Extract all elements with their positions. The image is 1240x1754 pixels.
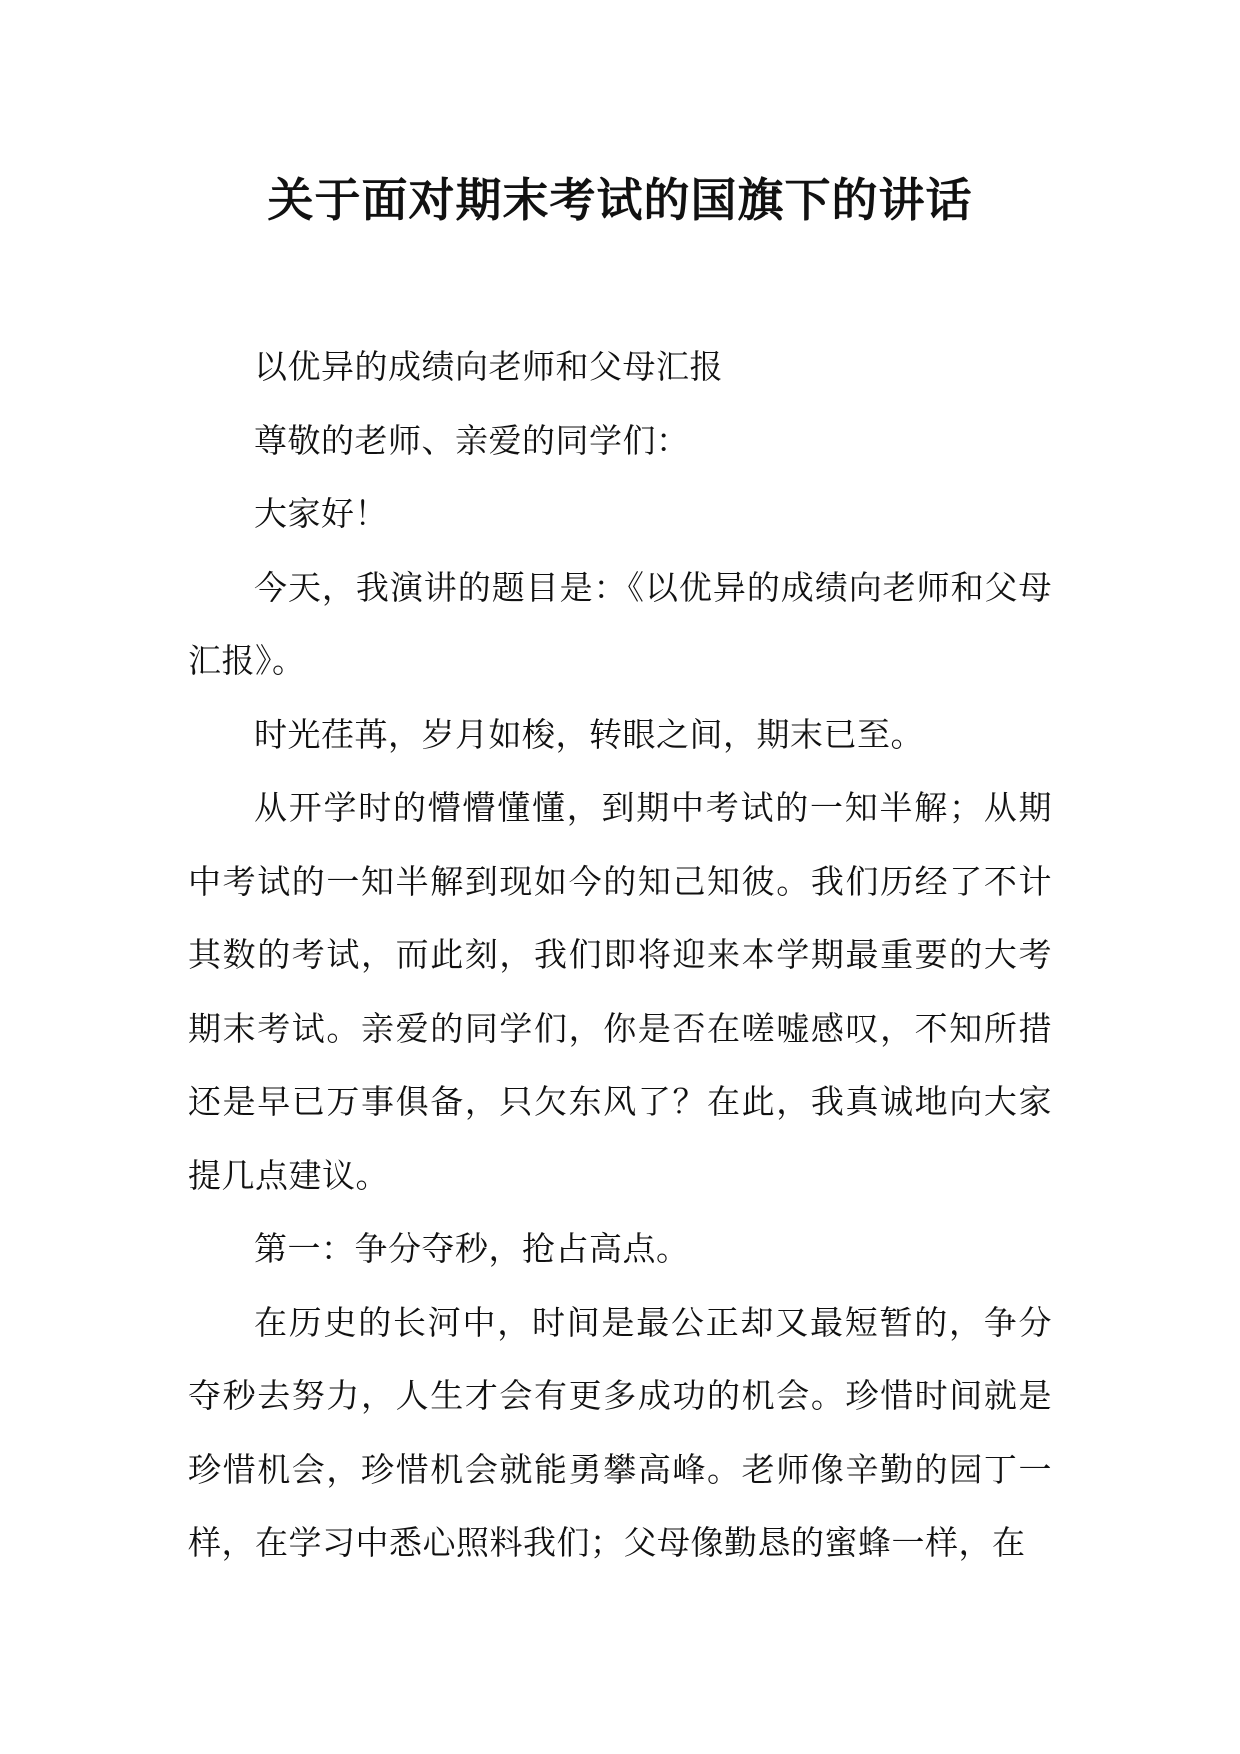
paragraph-topic: 今天，我演讲的题目是：《以优异的成绩向老师和父母汇报》。 [188, 567, 1052, 680]
paragraph-review: 从开学时的懵懵懂懂，到期中考试的一知半解；从期中考试的一知半解到现如今的知己知彼。我们历经了不计其数的考试，而此刻，我们即将迎来本学期最重要的大考期末考试。亲爱的同学们，你是否在嗟嘘感叹，不知所措还是早已万事俱备，只欠东风了？在此，我真诚地向大家提几点建议。 [188, 788, 1052, 1195]
document-title: 关于面对期末考试的国旗下的讲话 [267, 173, 973, 227]
paragraph-greeting: 大家好！ [254, 494, 388, 533]
paragraph-subtitle: 以优异的成绩向老师和父母汇报 [254, 347, 723, 386]
paragraph-time: 时光荏苒，岁月如梭，转眼之间，期末已至。 [254, 714, 924, 754]
paragraph-salutation: 尊敬的老师、亲爱的同学们： [254, 420, 690, 460]
document-body [188, 330, 1052, 1580]
paragraph-history: 在历史的长河中，时间是最公正却又最短暂的，争分夺秒去努力，人生才会有更多成功的机会。珍惜时间就是珍惜机会，珍惜机会就能勇攀高峰。老师像辛勤的园丁一样，在学习中悉心照料我们；父母像勤恳的蜜蜂一样，在 [188, 1302, 1052, 1562]
paragraph-first-point: 第一：争分夺秒，抢占高点。 [254, 1229, 690, 1268]
